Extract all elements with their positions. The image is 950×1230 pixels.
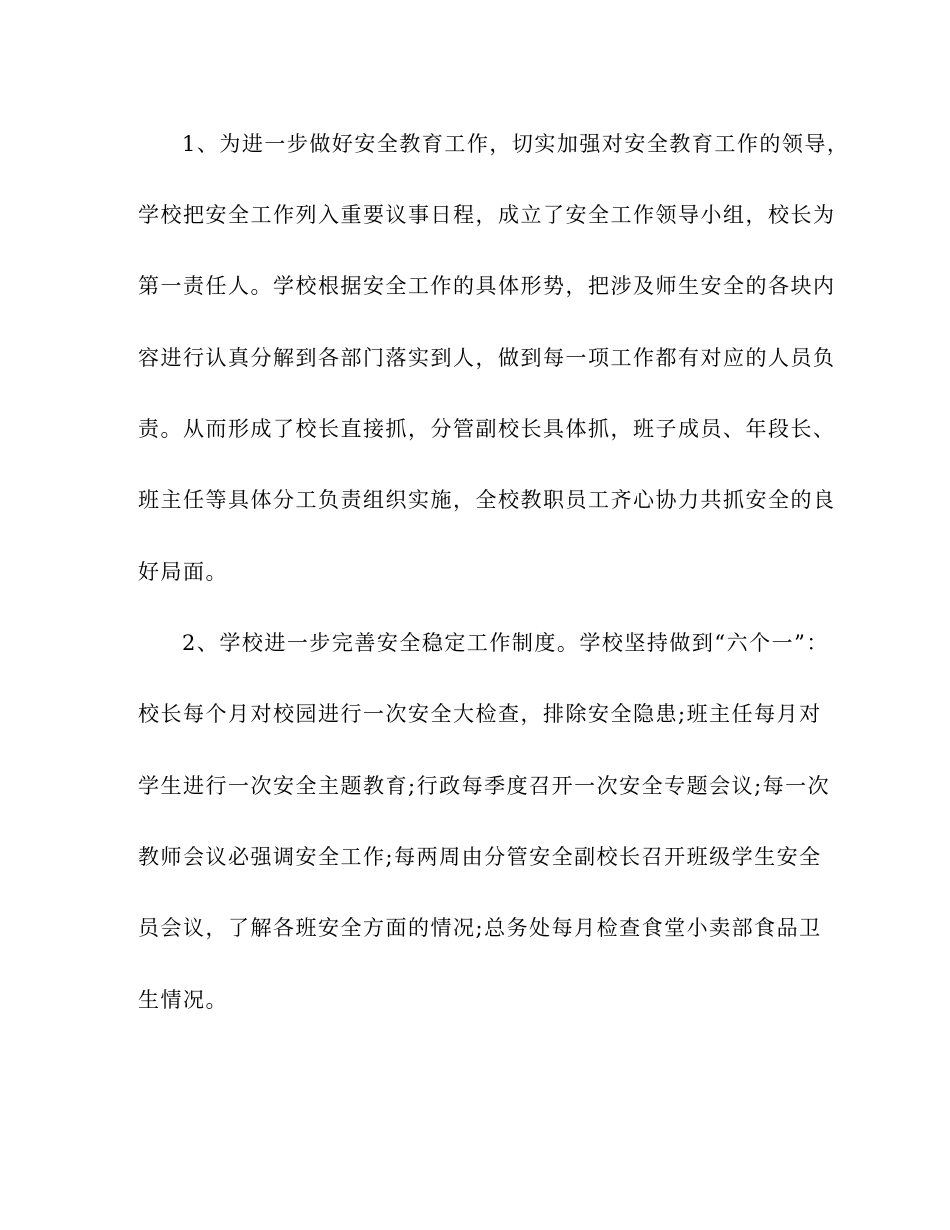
paragraph-2-line-6: 生情况。 bbox=[138, 988, 228, 1012]
paragraph-1-line-7: 好局面。 bbox=[138, 560, 228, 584]
paragraph-1-line-3: 第一责任人。学校根据安全工作的具体形势，把涉及师生安全的各块内 bbox=[138, 274, 836, 298]
paragraph-2-line-5: 员会议，了解各班安全方面的情况;总务处每月检查食堂小卖部食品卫 bbox=[138, 916, 822, 940]
paragraph-2-line-3: 学生进行一次安全主题教育;行政每季度召开一次安全专题会议;每一次 bbox=[138, 774, 831, 798]
paragraph-1-line-1: 1、为进一步做好安全教育工作，切实加强对安全教育工作的领导， bbox=[182, 132, 850, 156]
paragraph-1-line-6: 班主任等具体分工负责组织实施，全校教职员工齐心协力共抓安全的良 bbox=[138, 488, 836, 512]
paragraph-2-line-4: 教师会议必强调安全工作;每两周由分管安全副校长召开班级学生安全 bbox=[138, 845, 822, 869]
paragraph-1-line-4: 容进行认真分解到各部门落实到人，做到每一项工作都有对应的人员负 bbox=[138, 346, 836, 370]
paragraph-1-line-5: 责。从而形成了校长直接抓，分管副校长具体抓，班子成员、年段长、 bbox=[138, 417, 836, 441]
paragraph-1-line-2: 学校把安全工作列入重要议事日程，成立了安全工作领导小组，校长为 bbox=[138, 203, 836, 227]
paragraph-2-line-2: 校长每个月对校园进行一次安全大检查，排除安全隐患;班主任每月对 bbox=[138, 702, 822, 726]
paragraph-2-line-1: 2、学校进一步完善安全稳定工作制度。学校坚持做到“六个一”： bbox=[182, 631, 829, 655]
